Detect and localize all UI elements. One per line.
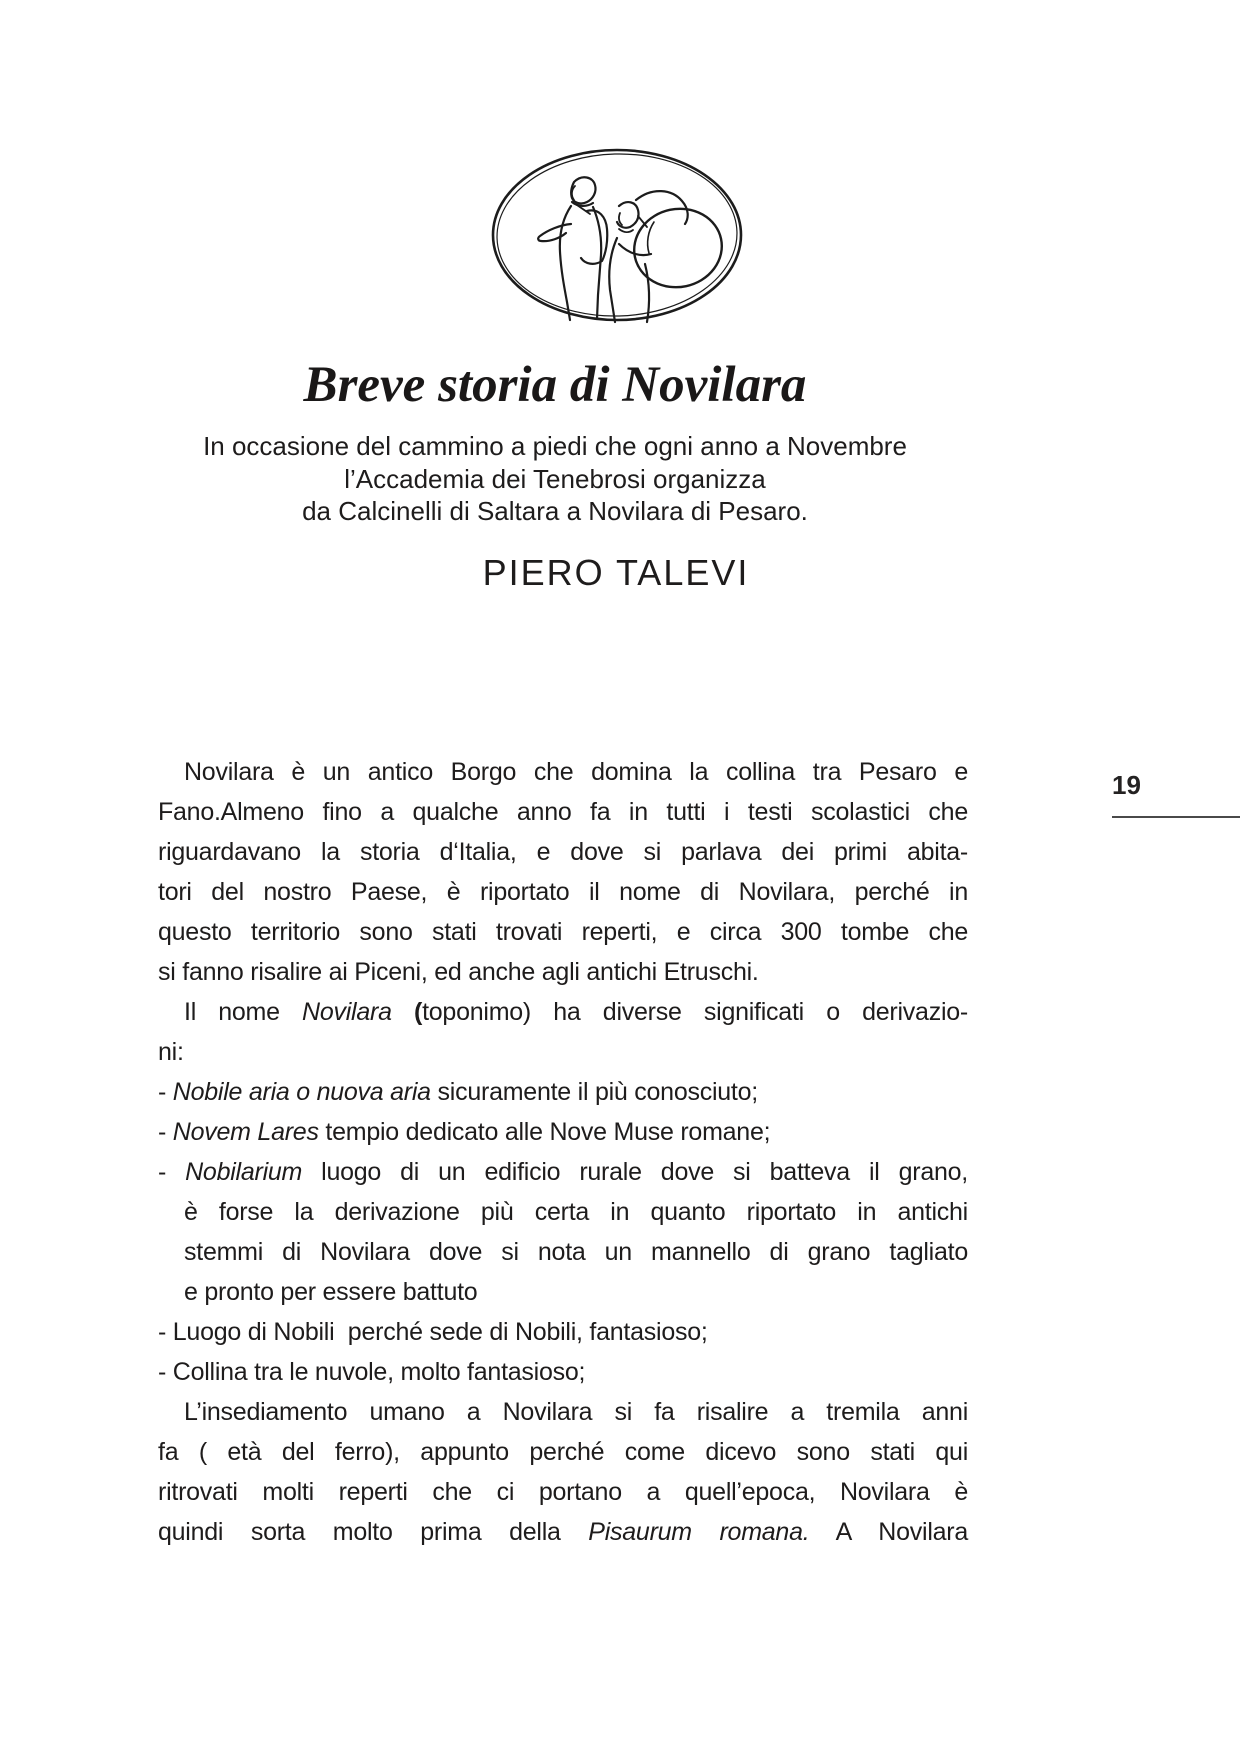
body-line: quindi sorta molto prima della Pisaurum romana. A Novilara	[158, 1518, 969, 1546]
body-line: Il nome Novilara (toponimo) ha diverse significati o derivazio-	[184, 998, 968, 1026]
body-line: riguardavano la storia d‘Italia, e dove si parlava dei primi abita-	[158, 838, 968, 866]
body-line: e pronto per essere battuto	[184, 1278, 478, 1306]
subtitle-line: da Calcinelli di Saltara a Novilara di Pesaro.	[302, 496, 808, 526]
body-line: fa ( età del ferro), appunto perché come dicevo sono stati qui	[158, 1438, 968, 1466]
body-line: - Collina tra le nuvole, molto fantasioso;	[158, 1358, 586, 1386]
body-line: stemmi di Novilara dove si nota un mannello di grano tagliato	[184, 1238, 968, 1266]
body-line: si fanno risalire ai Piceni, ed anche agli antichi Etruschi.	[158, 958, 759, 986]
body-line: - Luogo di Nobili perché sede di Nobili, fantasioso;	[158, 1318, 708, 1346]
body-line: - Novem Lares tempio dedicato alle Nove Muse romane;	[158, 1118, 771, 1146]
body-line: L’insediamento umano a Novilara si fa risalire a tremila anni	[184, 1398, 968, 1426]
pilgrims-illustration	[488, 144, 746, 326]
pilgrims-oval-icon	[488, 144, 746, 326]
body-line: ni:	[158, 1038, 184, 1066]
body-line: questo territorio sono stati trovati reperti, e circa 300 tombe che	[158, 918, 968, 946]
subtitle-line: l’Accademia dei Tenebrosi organizza	[344, 463, 766, 494]
page-number-rule	[1112, 816, 1240, 818]
body-line: è forse la derivazione più certa in quanto riportato in antichi	[184, 1198, 968, 1226]
body-line: Novilara è un antico Borgo che domina la collina tra Pesaro e	[184, 758, 968, 786]
page-number: 19	[1112, 770, 1141, 800]
body-line: Fano.Almeno fino a qualche anno fa in tutti i testi scolastici che	[158, 798, 968, 826]
page-title: Breve storia di Novilara	[303, 357, 807, 413]
body-text	[158, 752, 968, 1552]
author-name: PIERO TALEVI	[482, 552, 750, 593]
body-line: - Nobile aria o nuova aria sicuramente il più conosciuto;	[158, 1078, 758, 1106]
subtitle-line: In occasione del cammino a piedi che ogni anno a Novembre	[203, 431, 907, 461]
body-line: tori del nostro Paese, è riportato il nome di Novilara, perché in	[158, 878, 968, 906]
body-line: ritrovati molti reperti che ci portano a quell’epoca, Novilara è	[158, 1478, 968, 1506]
body-line: - Nobilarium luogo di un edificio rurale dove si batteva il grano,	[158, 1158, 968, 1186]
subtitle	[0, 430, 1110, 528]
